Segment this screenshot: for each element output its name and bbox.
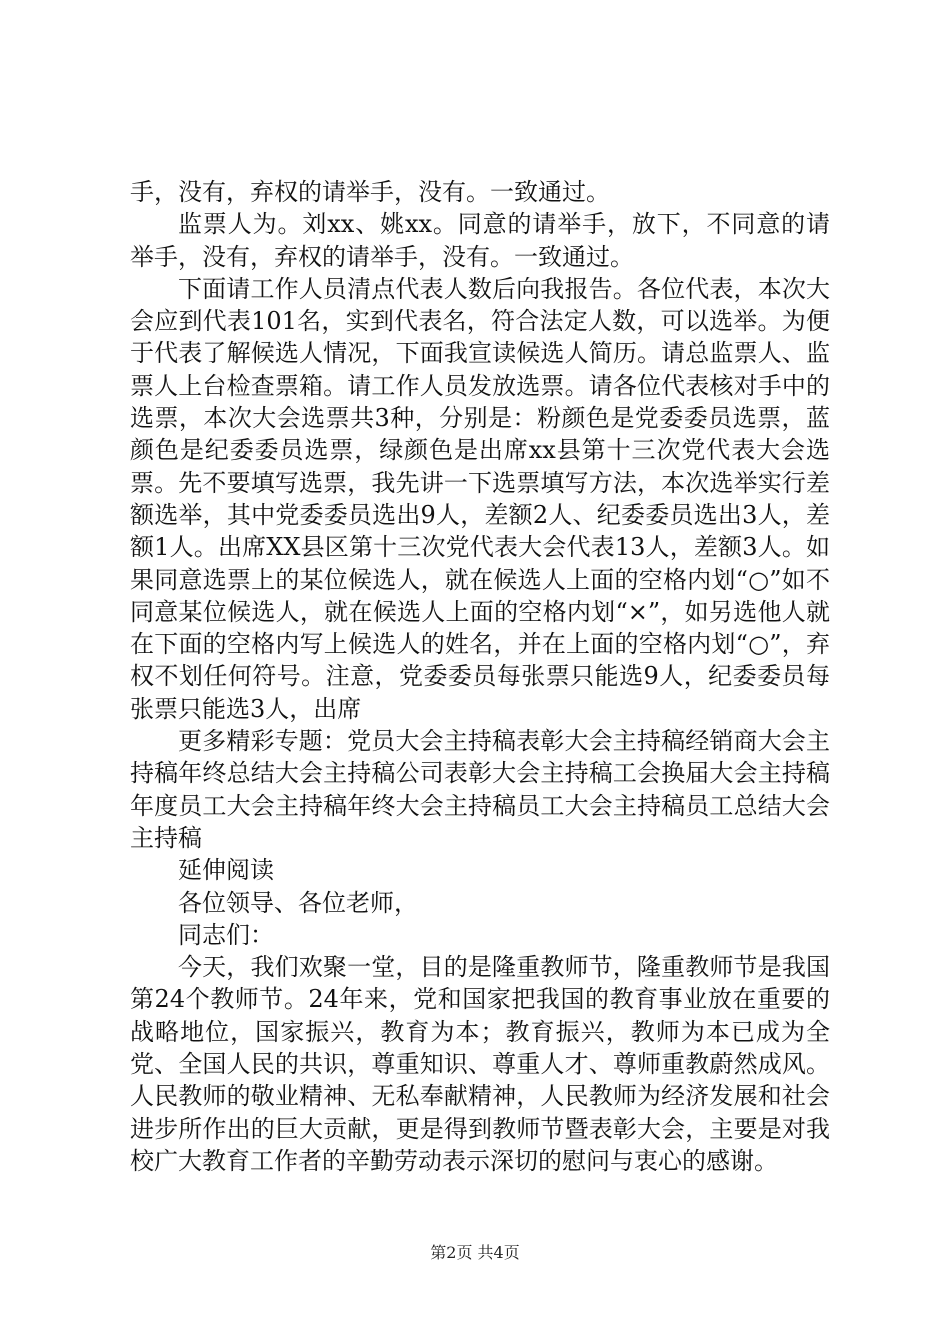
document-body [130,176,830,1177]
paragraph-5: 延伸阅读 [178,856,274,885]
paragraph-4: 更多精彩专题：党员大会主持稿表彰大会主持稿经销商大会主持稿年终总结大会主持稿公司表彰大会主持稿工会换届大会主持稿年度员工大会主持稿年终大会主持稿员工大会主持稿员工总结大会主持稿 [130,727,830,852]
paragraph-7: 同志们： [178,920,274,949]
paragraph-6: 各位领导、各位老师， [178,888,418,917]
page-footer: 第2页 共4页 [430,1243,520,1262]
paragraph-1: 手，没有，弃权的请举手，没有。一致通过。 [130,178,610,206]
paragraph-8: 今天，我们欢聚一堂，目的是隆重教师节，隆重教师节是我国第24个教师节。24年来，党和国家把我国的教育事业放在重要的战略地位，国家振兴，教育为本；教育振兴，教师为本已成为全党、全国人民的共识，尊重知识、尊重人才、尊师重教蔚然成风。人民教师的敬业精神、无私奉献精神，人民教师为经济发展和社会进步所作出的巨大贡献，更是得到教师节暨表彰大会，主要是对我校广大教育工作者的辛勤劳动表示深切的慰问与衷心的感谢。 [130,953,830,1175]
paragraph-3: 下面请工作人员清点代表人数后向我报告。各位代表，本次大会应到代表101名，实到代表名，符合法定人数，可以选举。为便于代表了解候选人情况，下面我宣读候选人简历。请总监票人、监票人上台检查票箱。请工作人员发放选票。请各位代表核对手中的选票，本次大会选票共3种，分别是：粉颜色是党委委员选票，蓝颜色是纪委委员选票，绿颜色是出席xx县第十三次党代表大会选票。先不要填写选票，我先讲一下选票填写方法，本次选举实行差额选举，其中党委委员选出9人，差额2人、纪委委员选出3人，差额1人。出席XX县区第十三次党代表大会代表13人，差额3人。如果同意选票上的某位候选人，就在候选人上面的空格内划“○”如不同意某位候选人，就在候选人上面的空格内划“×”，如另选他人就在下面的空格内写上候选人的姓名，并在上面的空格内划“○”，弃权不划任何符号。注意，党委委员每张票只能选9人，纪委委员每张票只能选3人，出席 [130,274,830,723]
paragraph-2: 监票人为。刘xx、姚xx。同意的请举手，放下，不同意的请举手，没有，弃权的请举手，没有。一致通过。 [130,210,830,271]
